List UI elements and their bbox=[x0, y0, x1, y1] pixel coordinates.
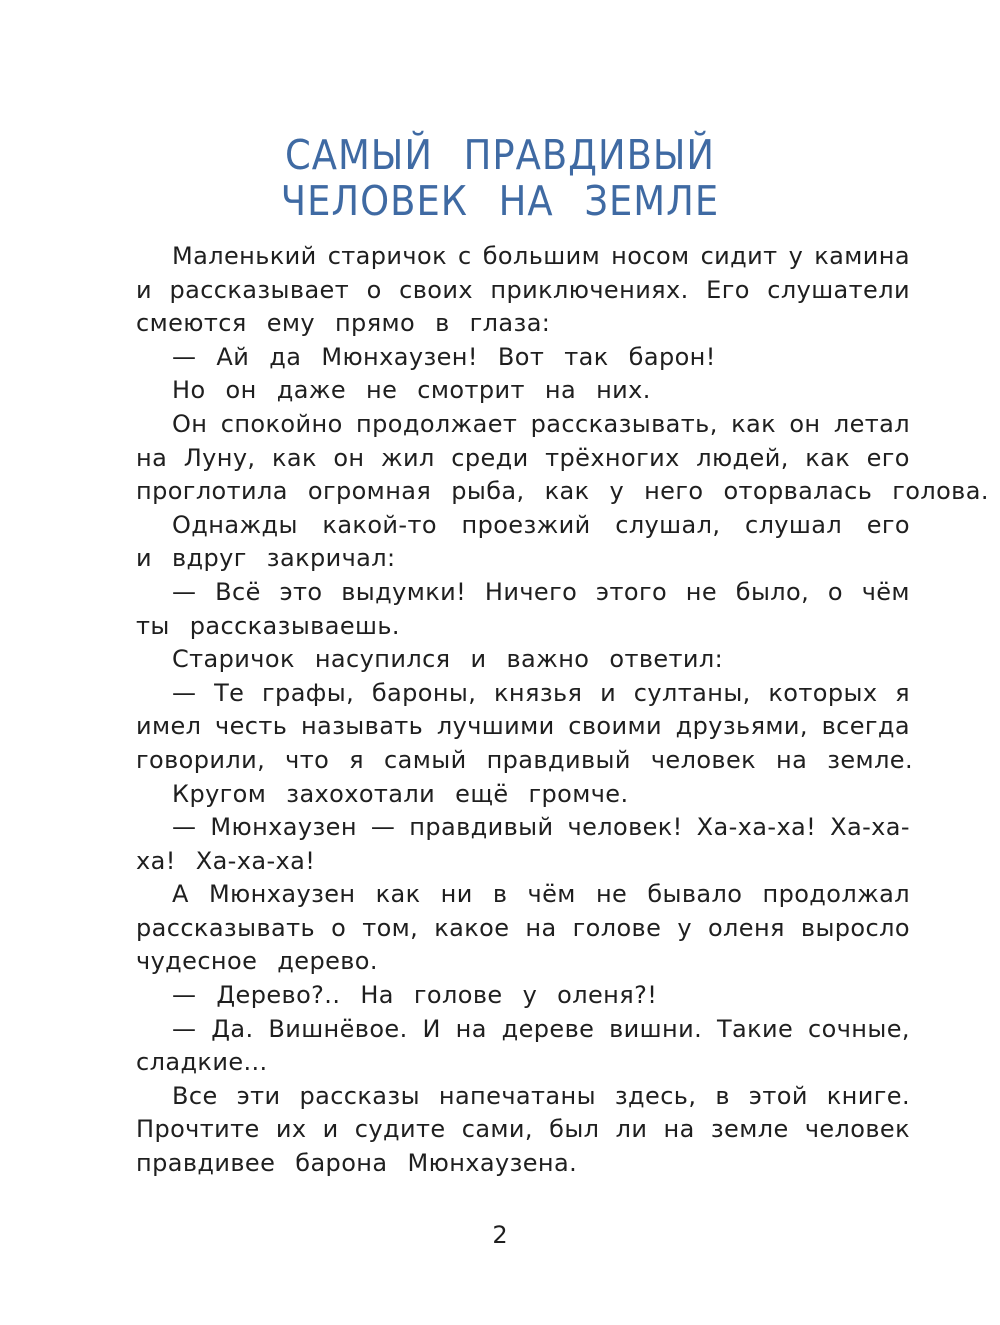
text-line: Прочтите их и судите сами, был ли на земле человек bbox=[136, 1115, 910, 1144]
text-line: Он спокойно продолжает рассказывать, как он летал bbox=[172, 409, 910, 438]
text-line: имел честь называть лучшими своими друзьями, всегда bbox=[136, 712, 910, 741]
text-line: — Мюнхаузен — правдивый человек! Ха-ха-ха! Ха-ха- bbox=[172, 813, 910, 842]
text-line: — Ай да Мюнхаузен! Вот так барон! bbox=[172, 342, 716, 371]
text-line: ты рассказываешь. bbox=[136, 611, 400, 640]
text-line: Кругом захохотали ещё громче. bbox=[172, 779, 629, 808]
chapter-title bbox=[0, 132, 1000, 224]
page-number: 2 bbox=[492, 1221, 508, 1249]
text-line: сладкие... bbox=[136, 1048, 268, 1077]
text-line: — Всё это выдумки! Ничего этого не было, о чём bbox=[172, 577, 910, 606]
text-line: чудесное дерево. bbox=[136, 947, 378, 976]
text-line: и рассказывает о своих приключениях. Его слушатели bbox=[136, 275, 910, 304]
text-line: смеются ему прямо в глаза: bbox=[136, 309, 551, 338]
text-line: ха! Ха-ха-ха! bbox=[136, 846, 316, 875]
text-line: проглотила огромная рыба, как у него оторвалась голова. bbox=[136, 477, 989, 506]
text-line: А Мюнхаузен как ни в чём не бывало продолжал bbox=[172, 880, 910, 909]
text-line: и вдруг закричал: bbox=[136, 544, 396, 573]
text-line: Но он даже не смотрит на них. bbox=[172, 376, 651, 405]
text-line: Маленький старичок с большим носом сидит у камина bbox=[172, 242, 910, 270]
text-line: Старичок насупился и важно ответил: bbox=[172, 645, 724, 674]
text-line: рассказывать о том, какое на голове у оленя выросло bbox=[136, 913, 910, 942]
body-text bbox=[136, 240, 989, 1181]
text-line: Однажды какой-то проезжий слушал, слушал его bbox=[172, 510, 910, 539]
text-line: на Луну, как он жил среди трёхногих людей, как его bbox=[136, 443, 910, 472]
text-line: — Да. Вишнёвое. И на дереве вишни. Такие сочные, bbox=[172, 1014, 910, 1043]
chapter-title-line-2: ЧЕЛОВЕК НА ЗЕМЛЕ bbox=[280, 177, 720, 225]
text-line: — Те графы, бароны, князья и султаны, которых я bbox=[172, 678, 910, 707]
text-line: Все эти рассказы напечатаны здесь, в этой книге. bbox=[172, 1081, 910, 1110]
text-line: — Дерево?.. На голове у оленя?! bbox=[172, 981, 658, 1010]
text-line: говорили, что я самый правдивый человек на земле. bbox=[136, 745, 914, 774]
chapter-title-line-1: САМЫЙ ПРАВДИВЫЙ bbox=[284, 131, 716, 179]
text-line: правдивее барона Мюнхаузена. bbox=[136, 1149, 578, 1178]
